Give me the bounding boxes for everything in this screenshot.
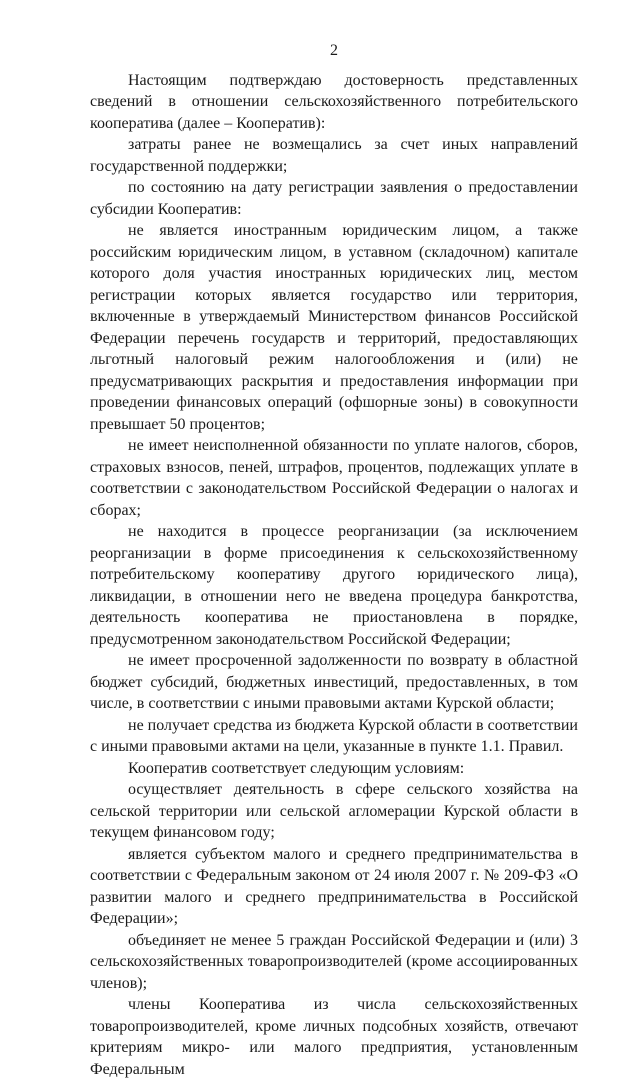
page-number: 2 [330,42,338,59]
paragraph-no-other-funds: не получает средства из бюджета Курской области в соответствии с иными правовыми актами на цели, указанные в пункте 1.1. Правил. [90,716,578,755]
paragraph-no-overdue-debt: не имеет просроченной задолженности по возврату в областной бюджет субсидий, бюджетных инвестиций, предоставленных, в том числе, в соответствии с иными правовыми актами Курской области; [90,652,578,712]
paragraph-members-count: объединяет не менее 5 граждан Российской Федерации и (или) 3 сельскохозяйственных товаропроизводителей (кроме ассоциированных членов); [90,931,578,992]
paragraph-costs: затраты ранее не возмещались за счет иных направлений государственной поддержки; [90,136,578,175]
paragraph-sme-status: является субъектом малого и среднего предпринимательства в соответствии с Федеральным законом от 24 июля 2007 г. № 209-ФЗ «О развитии малого и среднего предпринимательства в Российской Федерации»; [90,845,578,927]
paragraph-members-criteria: члены Кооператива из числа сельскохозяйственных товаропроизводителей, кроме личных подсобных хозяйств, отвечают критериям микро- или малого предприятия, установленным Федеральным [90,996,578,1078]
paragraph-registration-date: по состоянию на дату регистрации заявления о предоставлении субсидии Кооператив: [90,179,578,218]
paragraph-agriculture-activity: осуществляет деятельность в сфере сельского хозяйства на сельской территории или сельской агломерации Курской области в текущем финансовом году; [90,781,578,841]
paragraph-conditions-heading: Кооператив соответствует следующим условиям: [128,759,465,777]
paragraph-no-tax-debt: не имеет неисполненной обязанности по уплате налогов, сборов, страховых взносов, пеней, штрафов, процентов, подлежащих уплате в соответствии с законодательством Российской Федерации о налогах и сборах; [90,437,578,519]
paragraph-not-foreign: не является иностранным юридическим лицом, а также российским юридическим лицом, в уставном (складочном) капитале которого доля участия иностранных юридических лиц, местом регистрации которых является государство или территория, включенные в утверждаемый Министерством финансов Российской Федерации перечень государств и территорий, предоставляющих льготный налоговый режим налогообложения и (или) не предусматривающих раскрытия и предоставления информации при проведении финансовых операций (офшорные зоны) в совокупности превышает 50 процентов; [90,222,578,433]
paragraph-intro: Настоящим подтверждаю достоверность представленных сведений в отношении сельскохозяйственного потребительского кооператива (далее – Кооператив): [90,71,578,132]
paragraph-not-reorganizing: не находится в процессе реорганизации (за исключением реорганизации в форме присоединения к сельскохозяйственному потребительскому кооперативу другого юридического лица), ликвидации, в отношении него не введена процедура банкротства, деятельность кооператива не приостановлена в порядке, предусмотренном законодательством Российской Федерации; [90,523,578,648]
